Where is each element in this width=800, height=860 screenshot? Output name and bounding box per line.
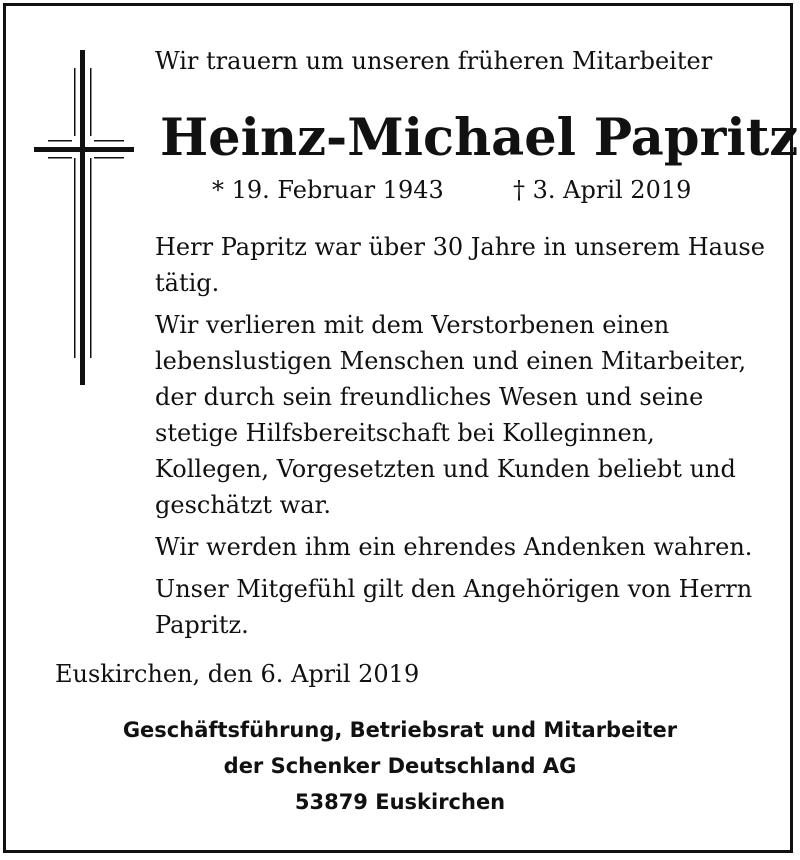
signature-block [0,712,800,820]
notice-body [155,229,770,649]
place-and-date: Euskirchen, den 6. April 2019 [55,660,420,688]
paragraph-tenure: Herr Papritz war über 30 Jahre in unserem Hause tätig. [155,233,765,297]
birth-date: * 19. Februar 1943 [212,176,444,204]
signature-line-3: 53879 Euskirchen [294,790,506,814]
paragraph-remembrance: Wir werden ihm ein ehrendes Andenken wahren. [155,533,753,561]
deceased-name: Heinz-Michael Papritz [160,108,799,168]
paragraph-tribute: Wir verlieren mit dem Verstorbenen einen lebenslustigen Menschen und einen Mitarbeiter, der durch sein freundliches Wesen und seine stetige Hilfsbereitschaft bei Kolleginnen, Kollegen, Vorgesetzten und Kunden beliebt und geschätzt war. [155,311,747,519]
death-date: † 3. April 2019 [513,176,692,204]
signature-line-1: Geschäftsführung, Betriebsrat und Mitarbeiter [122,718,678,742]
intro-line: Wir trauern um unseren früheren Mitarbeiter [155,47,713,75]
signature-line-2: der Schenker Deutschland AG [223,754,577,778]
cross-icon [30,50,140,400]
paragraph-condolence: Unser Mitgefühl gilt den Angehörigen von Herrn Papritz. [155,575,753,639]
